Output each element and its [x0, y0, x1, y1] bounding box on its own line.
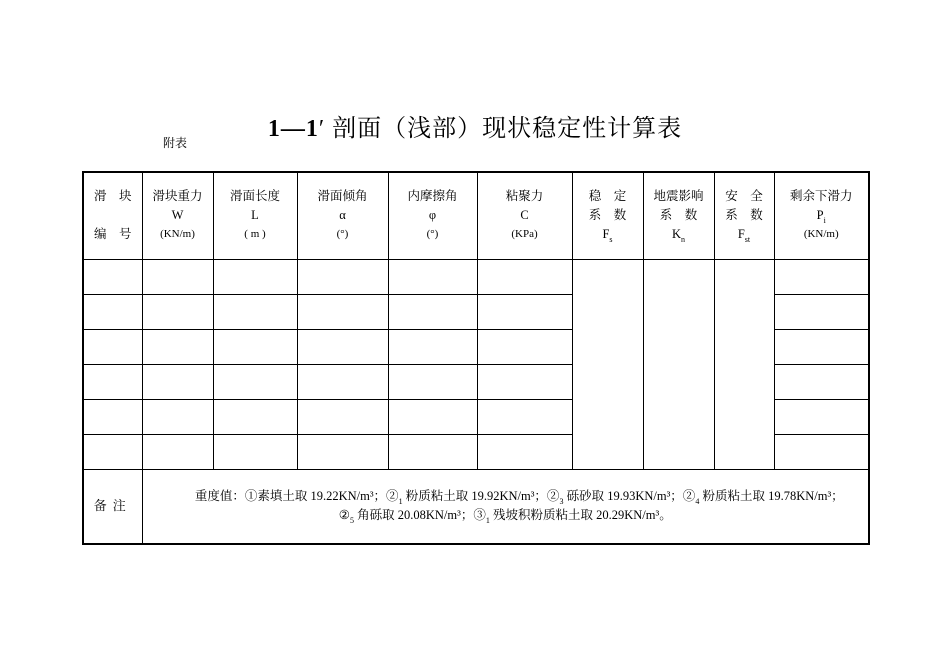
col-header-unit: (°): [336, 228, 349, 240]
prime-mark: ′: [318, 116, 326, 142]
note-subscript: 3: [559, 497, 564, 506]
col-header-symbol: P: [816, 208, 824, 222]
cell: [83, 399, 142, 434]
col-header-unit: ( m ): [244, 228, 266, 240]
note-text: 重度值：①素填土取 19.22KN/m³；②: [194, 489, 399, 503]
cell: [774, 364, 869, 399]
cell: [477, 329, 572, 364]
col-header-unit: (KPa): [511, 228, 538, 240]
col-header-unit: (°): [426, 228, 439, 240]
notes-label-cell: [83, 469, 142, 544]
col-header-line2: 系 数: [659, 208, 698, 222]
col-header-symbol: C: [520, 208, 529, 222]
col-header-cohesion: [477, 172, 572, 259]
cell: [388, 329, 477, 364]
cell: [477, 259, 572, 294]
col-header-residual-force: [774, 172, 869, 259]
section-number: 1—1: [267, 116, 319, 142]
cell: [213, 399, 297, 434]
note-text: 粉质粘土取 19.92KN/m³；②: [402, 489, 560, 503]
col-header-line1: 地震影响: [653, 189, 704, 203]
cell: [142, 364, 213, 399]
cell: [83, 294, 142, 329]
col-header-inclination: [297, 172, 388, 259]
notes-row: [83, 469, 869, 544]
title-text: 剖面（浅部）现状稳定性计算表: [332, 116, 683, 142]
cell: [213, 294, 297, 329]
col-header-subscript: s: [609, 235, 613, 244]
header-row: [83, 172, 869, 259]
page-title: [0, 108, 950, 143]
col-header-subscript: i: [823, 216, 826, 225]
col-header-line1: 剩余下滑力: [789, 189, 853, 203]
cell: [774, 434, 869, 469]
merged-cell-safety: [714, 259, 774, 469]
cell: [297, 329, 388, 364]
col-header-unit: (KN/m): [803, 228, 839, 240]
cell: [774, 294, 869, 329]
cell: [142, 294, 213, 329]
col-header-line2: 系 数: [725, 208, 763, 222]
cell: [213, 329, 297, 364]
cell: [83, 259, 142, 294]
cell: [142, 259, 213, 294]
cell: [477, 364, 572, 399]
cell: [388, 364, 477, 399]
cell: [142, 329, 213, 364]
cell: [297, 259, 388, 294]
col-header-line2: 系 数: [588, 208, 627, 222]
col-header-length: [213, 172, 297, 259]
col-header-friction-angle: [388, 172, 477, 259]
col-header-symbol: F: [737, 227, 745, 241]
notes-content: [142, 469, 869, 544]
col-header-symbol: K: [671, 227, 682, 241]
col-header-line1: 滑面倾角: [317, 189, 368, 203]
col-header-line1: 滑 块: [93, 189, 132, 203]
cell: [388, 259, 477, 294]
stability-table: [82, 171, 870, 545]
col-header-symbol: L: [251, 208, 259, 222]
cell: [774, 399, 869, 434]
cell: [213, 434, 297, 469]
cell: [477, 434, 572, 469]
col-header-symbol: φ: [428, 208, 437, 222]
merged-cell-stability: [572, 259, 643, 469]
cell: [477, 294, 572, 329]
col-header-seismic-coefficient: [643, 172, 714, 259]
cell: [297, 364, 388, 399]
merged-cell-seismic: [643, 259, 714, 469]
note-text: 残坡积粉质粘土取 20.29KN/m³。: [489, 508, 672, 522]
col-header-symbol: W: [171, 208, 184, 222]
cell: [388, 434, 477, 469]
cell: [142, 399, 213, 434]
col-header-line1: 内摩擦角: [407, 189, 458, 203]
col-header-line1: 稳 定: [588, 189, 627, 203]
cell: [83, 364, 142, 399]
cell: [774, 329, 869, 364]
note-text: 角砾取 20.08KN/m³；③: [353, 508, 486, 522]
col-header-line1: 滑块重力: [152, 189, 203, 203]
appendix-label: 附表: [163, 136, 188, 150]
note-subscript: 4: [695, 497, 700, 506]
col-header-stability-coefficient: [572, 172, 643, 259]
note-text: 砾砂取 19.93KN/m³；②: [563, 489, 696, 503]
col-header-weight: [142, 172, 213, 259]
col-header-block-id: [83, 172, 142, 259]
note-subscript: 1: [485, 516, 490, 525]
notes-line-2: [149, 506, 863, 525]
col-header-symbol: α: [339, 208, 346, 222]
cell: [297, 434, 388, 469]
notes-line-1: [149, 487, 863, 506]
col-header-safety-coefficient: [714, 172, 774, 259]
cell: [477, 399, 572, 434]
cell: [83, 329, 142, 364]
col-header-subscript: st: [744, 235, 751, 244]
cell: [213, 259, 297, 294]
cell: [297, 294, 388, 329]
note-text: ②: [338, 508, 350, 522]
cell: [213, 364, 297, 399]
cell: [388, 399, 477, 434]
col-header-subscript: n: [681, 235, 686, 244]
cell: [297, 399, 388, 434]
col-header-symbol: F: [602, 227, 610, 241]
cell: [774, 259, 869, 294]
note-subscript: 1: [398, 497, 403, 506]
cell: [142, 434, 213, 469]
col-header-line1: 粘聚力: [505, 189, 544, 203]
notes-label: 备注: [93, 498, 132, 513]
table-row: [83, 259, 869, 294]
col-header-line2: 编 号: [93, 227, 132, 241]
note-text: 粉质粘土取 19.78KN/m³；: [699, 489, 844, 503]
col-header-line1: 安 全: [725, 189, 763, 203]
col-header-line1: 滑面长度: [229, 189, 280, 203]
col-header-unit: (KN/m): [160, 228, 195, 240]
cell: [388, 294, 477, 329]
cell: [83, 434, 142, 469]
note-subscript: 5: [349, 516, 354, 525]
